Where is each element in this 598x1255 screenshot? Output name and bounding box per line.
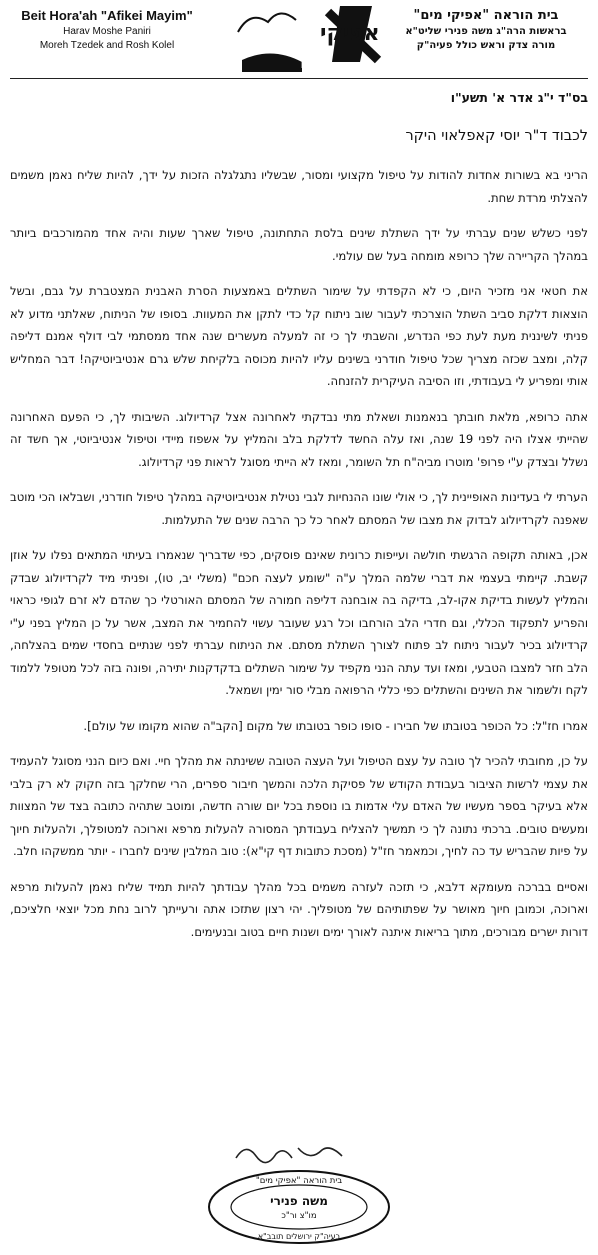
paragraph: לפני כשלש שנים עברתי על ידך השתלת שינים בלסת התחתונה, טיפול שארך שעות והיה אחד מהמורכבים ביותר במהלך הקריירה שלך כרופא מומחה בעל שם עולמי. [10, 226, 588, 263]
paragraph: אתה כרופא, מלאת חובתך בנאמנות ושאלת מתי נבדקתי לאחרונה אצל קרדיולוג. השיבותי לך, כי הפעם האחרונה שהייתי אצלו היה לפני 19 שנה, ואז עלה החשד לדלקת בלב והמליץ על אשפוז מיידי וטיפול אנטיביוטי, אך חשד זה נשלל ובצדק ע"י פרופ' מוטרו מביה"ח תל השומר, ומאז לא הייתי מסוגל לראות פני קרדיולוג. [10, 409, 588, 469]
paragraph: על כן, מחובתי להכיר לך טובה על עצם הטיפול ועל העצה הטובה ששינתה את מהלך חיי. ואם כיום הנני מסוגל להעמיד את עצמי לרשות הציבור בעבודת הקודש של פסיקת הלכה והמשך חיבור ספרים, הרי שחלקך בזה חקוק לא רק בלבי אלא בעיקר בספר מעשיו של האדם עלי אדמות בו נוספת בכל יום שורה חדשה, ומוטב שתהיה כתובה בצד של המצוות ומעשים טובים. ברכתי נתונה לך כי תמשיך להצליח בעבודתך המסורה להעלות מרפא וארוכה למטופלך, ולהעלות חיוך על פיות שהבריש עד כה לחיך, וכמאמר חז"ל (מסכת כתובות דף קי"א): טוב המלבין שינים לחברו - יותר ממשקהו חלב. [10, 754, 588, 858]
paragraph: הריני בא בשורות אחדות להודות על טיפול מקצועי ומסור, שבשליו נתגלגלה הזכות על ידך, להיות שליח נאמן משמים להצלתי מרדת שחת. [10, 168, 588, 205]
hebrew-institution-title: בית הוראה "אפיקי מים" [413, 8, 559, 23]
stamp-name: משה פנירי [270, 1194, 328, 1208]
paragraph: אמרו חז"ל: כל הכופר בטובתו של חבירו - סופו כופר בטובתו של מקום [הקב"ה שהוא מקומו של עולם]. [83, 718, 588, 733]
english-letterhead [12, 8, 202, 51]
stamp-title: מו"צ ור"כ [281, 1211, 317, 1221]
paragraph: את חטאי אני מזכיר היום, כי לא הקפדתי על שימור השתלים באמצעות הסרת האבנית המצטברת על גבם, ובשל הוצאות דלקת סביב השתל הוצרכתי לעבור שוב ניתוח קל כדי לתקן את המעוות. בסופו של הניתוח, שאלתני מדוע לא פניתי לשיננית מעת לעת כפי הנדרש, והשבתי לך כי זה למעלה מעשרים שנה אחד ממסתמי לבי דולף אמנם דליפה קלה, ומצב שכזה מצריך שכל טיפול חודרני בשינים עליו להיות מכוסה בלקיחת שלש גרם אנטיביוטיקה! דבר המחליש אותי ומפריע לי בעבודתי, וזו הסיבה העיקרית להזנחה. [10, 284, 588, 388]
hebrew-rabbi-role: מורה צדק וראש כולל פעיה"ק [416, 40, 556, 51]
logo-word-afikei: אפיקי [320, 21, 380, 46]
header-divider [10, 78, 588, 79]
logo-icon [232, 2, 382, 74]
stamp-icon [205, 1168, 393, 1246]
paragraph: ואסיים בברכה מעומקא דלבא, כי תזכה לעזרה משמים בכל מהלך עבודתך להיות תמיד שליח נאמן להעלות מרפא וארוכה, וכמובן חיוך מאושר על שפתותיהם של מטופליך. יהי רצון שתזכו אתה ורעייתך לרוב נחת מכל יוצאי חלציכם, דורות ישרים מבורכים, מתוך בריאות איתנה לאורך ימים ושנות חיים בטוב ובנעימים. [10, 879, 588, 939]
english-institution-title: Beit Hora'ah "Afikei Mayim" [21, 8, 193, 23]
paragraph: אכן, באותה תקופה הרגשתי חולשה ועייפות כרונית שאינם פוסקים, כפי שדבריך שנאמרו בעיתוי המתאים נפלו על אוזן קשבת. קיימתי בעצמי את דברי שלמה המלך ע"ה "שומע לעצה חכם" (משלי יב, טו), ופניתי מיד לקרדיולוג שבדק והמליץ לעשות בדיקת אקו-לב, בדיקה בה אובחנה דליפה חמורה של המסתם האורטלי כך שהדם לא זרם לגופי כראוי והפריע לתפקוד הכללי, וגם חדרי הלב הורחבו וכל רגע שעובר עשוי להחמיר את המצב, אשר על כן המליץ בפני ע"י קרדיולוג בכיר לעבור ניתוח לב פתוח לצורך השתלת מסתם. את הניתוח עברתי לפני שנתיים בחסדי שמים בהצלחה, הלב חזר למצבו הטבעי, ומאז ועד עתה הנני מקפיד על שימור השתלים בדקדקנות יתירה, ופונה בזה לכל מטופל ללמוד לקח ולשמור את השינים והשתלים כפי כללי הרפואה מבלי סור ימין ושמאל. [10, 548, 588, 697]
signature-icon [232, 1138, 352, 1166]
hebrew-letterhead [386, 8, 586, 51]
letter-date: בס"ד י"ג אדר א' תשע"ו [450, 90, 588, 105]
handwritten-signature [232, 1138, 352, 1166]
paragraph: הערתי לי בעדינות האופיינית לך, כי אולי שונו ההנחיות לגבי נטילת אנטיביוטיקה במהלך טיפול חודרני, ושבלאו הכי מוטב שאפנה לקרדיולוג לבדוק את מצבו של המסתם לאחר כל כך הרבה שנים של התעלמות. [10, 490, 588, 527]
letter-body [10, 164, 588, 956]
letter-addressee: לכבוד ד"ר יוסי קאפלאוי היקר [405, 128, 588, 144]
logo-word-mayim: מים [300, 52, 331, 73]
stamp-outer-text: בית הוראה "אפיקי מים" [255, 1176, 343, 1186]
stamp-bottom-text: בעיה"ק ירושלים תובב"א [257, 1232, 341, 1241]
official-stamp [205, 1168, 393, 1246]
afikei-mayim-logo [232, 2, 382, 74]
hebrew-rabbi-name: בראשות הרה"ג משה פנירי שליט"א [405, 26, 567, 37]
english-rabbi-name: Harav Moshe Paniri [63, 26, 151, 37]
english-rabbi-role: Moreh Tzedek and Rosh Kolel [39, 40, 175, 51]
